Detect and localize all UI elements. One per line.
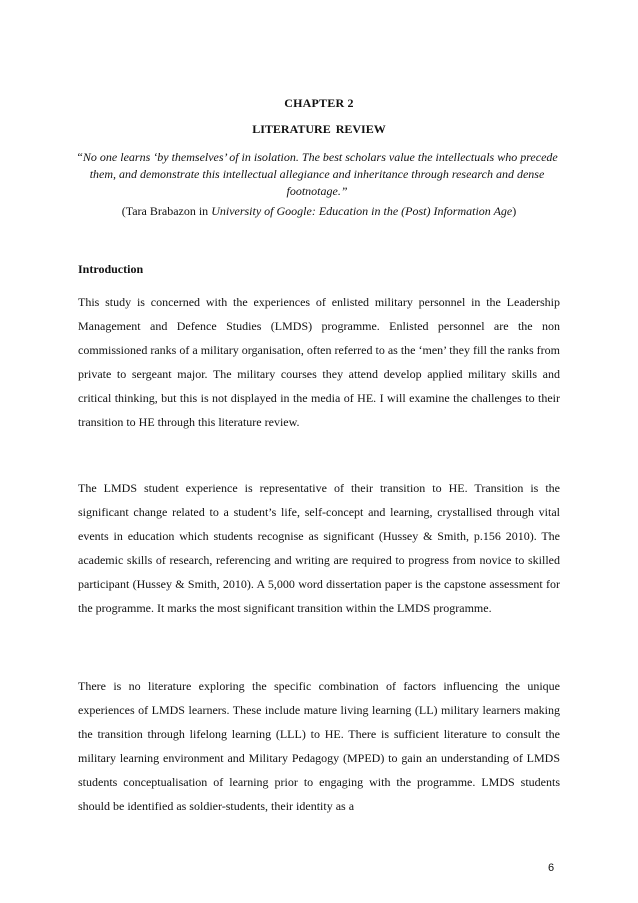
epigraph-quote: “No one learns ‘by themselves’ of in isolation. The best scholars value the intellectuals who precede them, and demonstrate this intellectual allegiance and inheritance through research and dense footnotage.”	[76, 150, 558, 198]
citation-work-title: University of Google: Education in the (Post) Information Age	[211, 204, 513, 218]
citation-prefix: (Tara Brabazon in	[121, 204, 212, 218]
body-paragraph: The LMDS student experience is representative of their transition to HE. Transition is the significant change related to a student’s life, self-concept and learning, crystallised through vital events in education which students recognise as significant (Hussey & Smith, p.156 2010). The academic skills of research, referencing and writing are required to progress from novice to skilled participant (Hussey & Smith, 2010). A 5,000 word dissertation paper is the capstone assessment for the programme. It marks the most significant transition within the LMDS programme.	[78, 481, 560, 615]
citation-suffix: )	[512, 204, 517, 218]
epigraph-citation	[0, 204, 638, 219]
page-number: 6	[548, 862, 555, 874]
chapter-label: CHAPTER 2	[284, 96, 354, 110]
section-title: LITERATURE REVIEW	[252, 122, 386, 136]
body-paragraph: There is no literature exploring the specific combination of factors influencing the unique experiences of LMDS learners. These include mature living learning (LL) military learners making the transition through lifelong learning (LLL) to HE. There is sufficient literature to consult the military learning environment and Military Pedagogy (MPED) to gain an understanding of LMDS students conceptualisation of learning prior to engaging with the programme. LMDS students should be identified as soldier-students, their identity as a	[78, 679, 560, 813]
introduction-heading: Introduction	[78, 262, 144, 276]
body-paragraph: This study is concerned with the experiences of enlisted military personnel in the Leadership Management and Defence Studies (LMDS) programme. Enlisted personnel are the non commissioned ranks of a military organisation, often referred to as the ‘men’ they fill the ranks from private to sergeant major. The military courses they attend develop applied military skills and critical thinking, but this is not displayed in the media of HE. I will examine the challenges to their transition to HE through this literature review.	[78, 295, 560, 429]
